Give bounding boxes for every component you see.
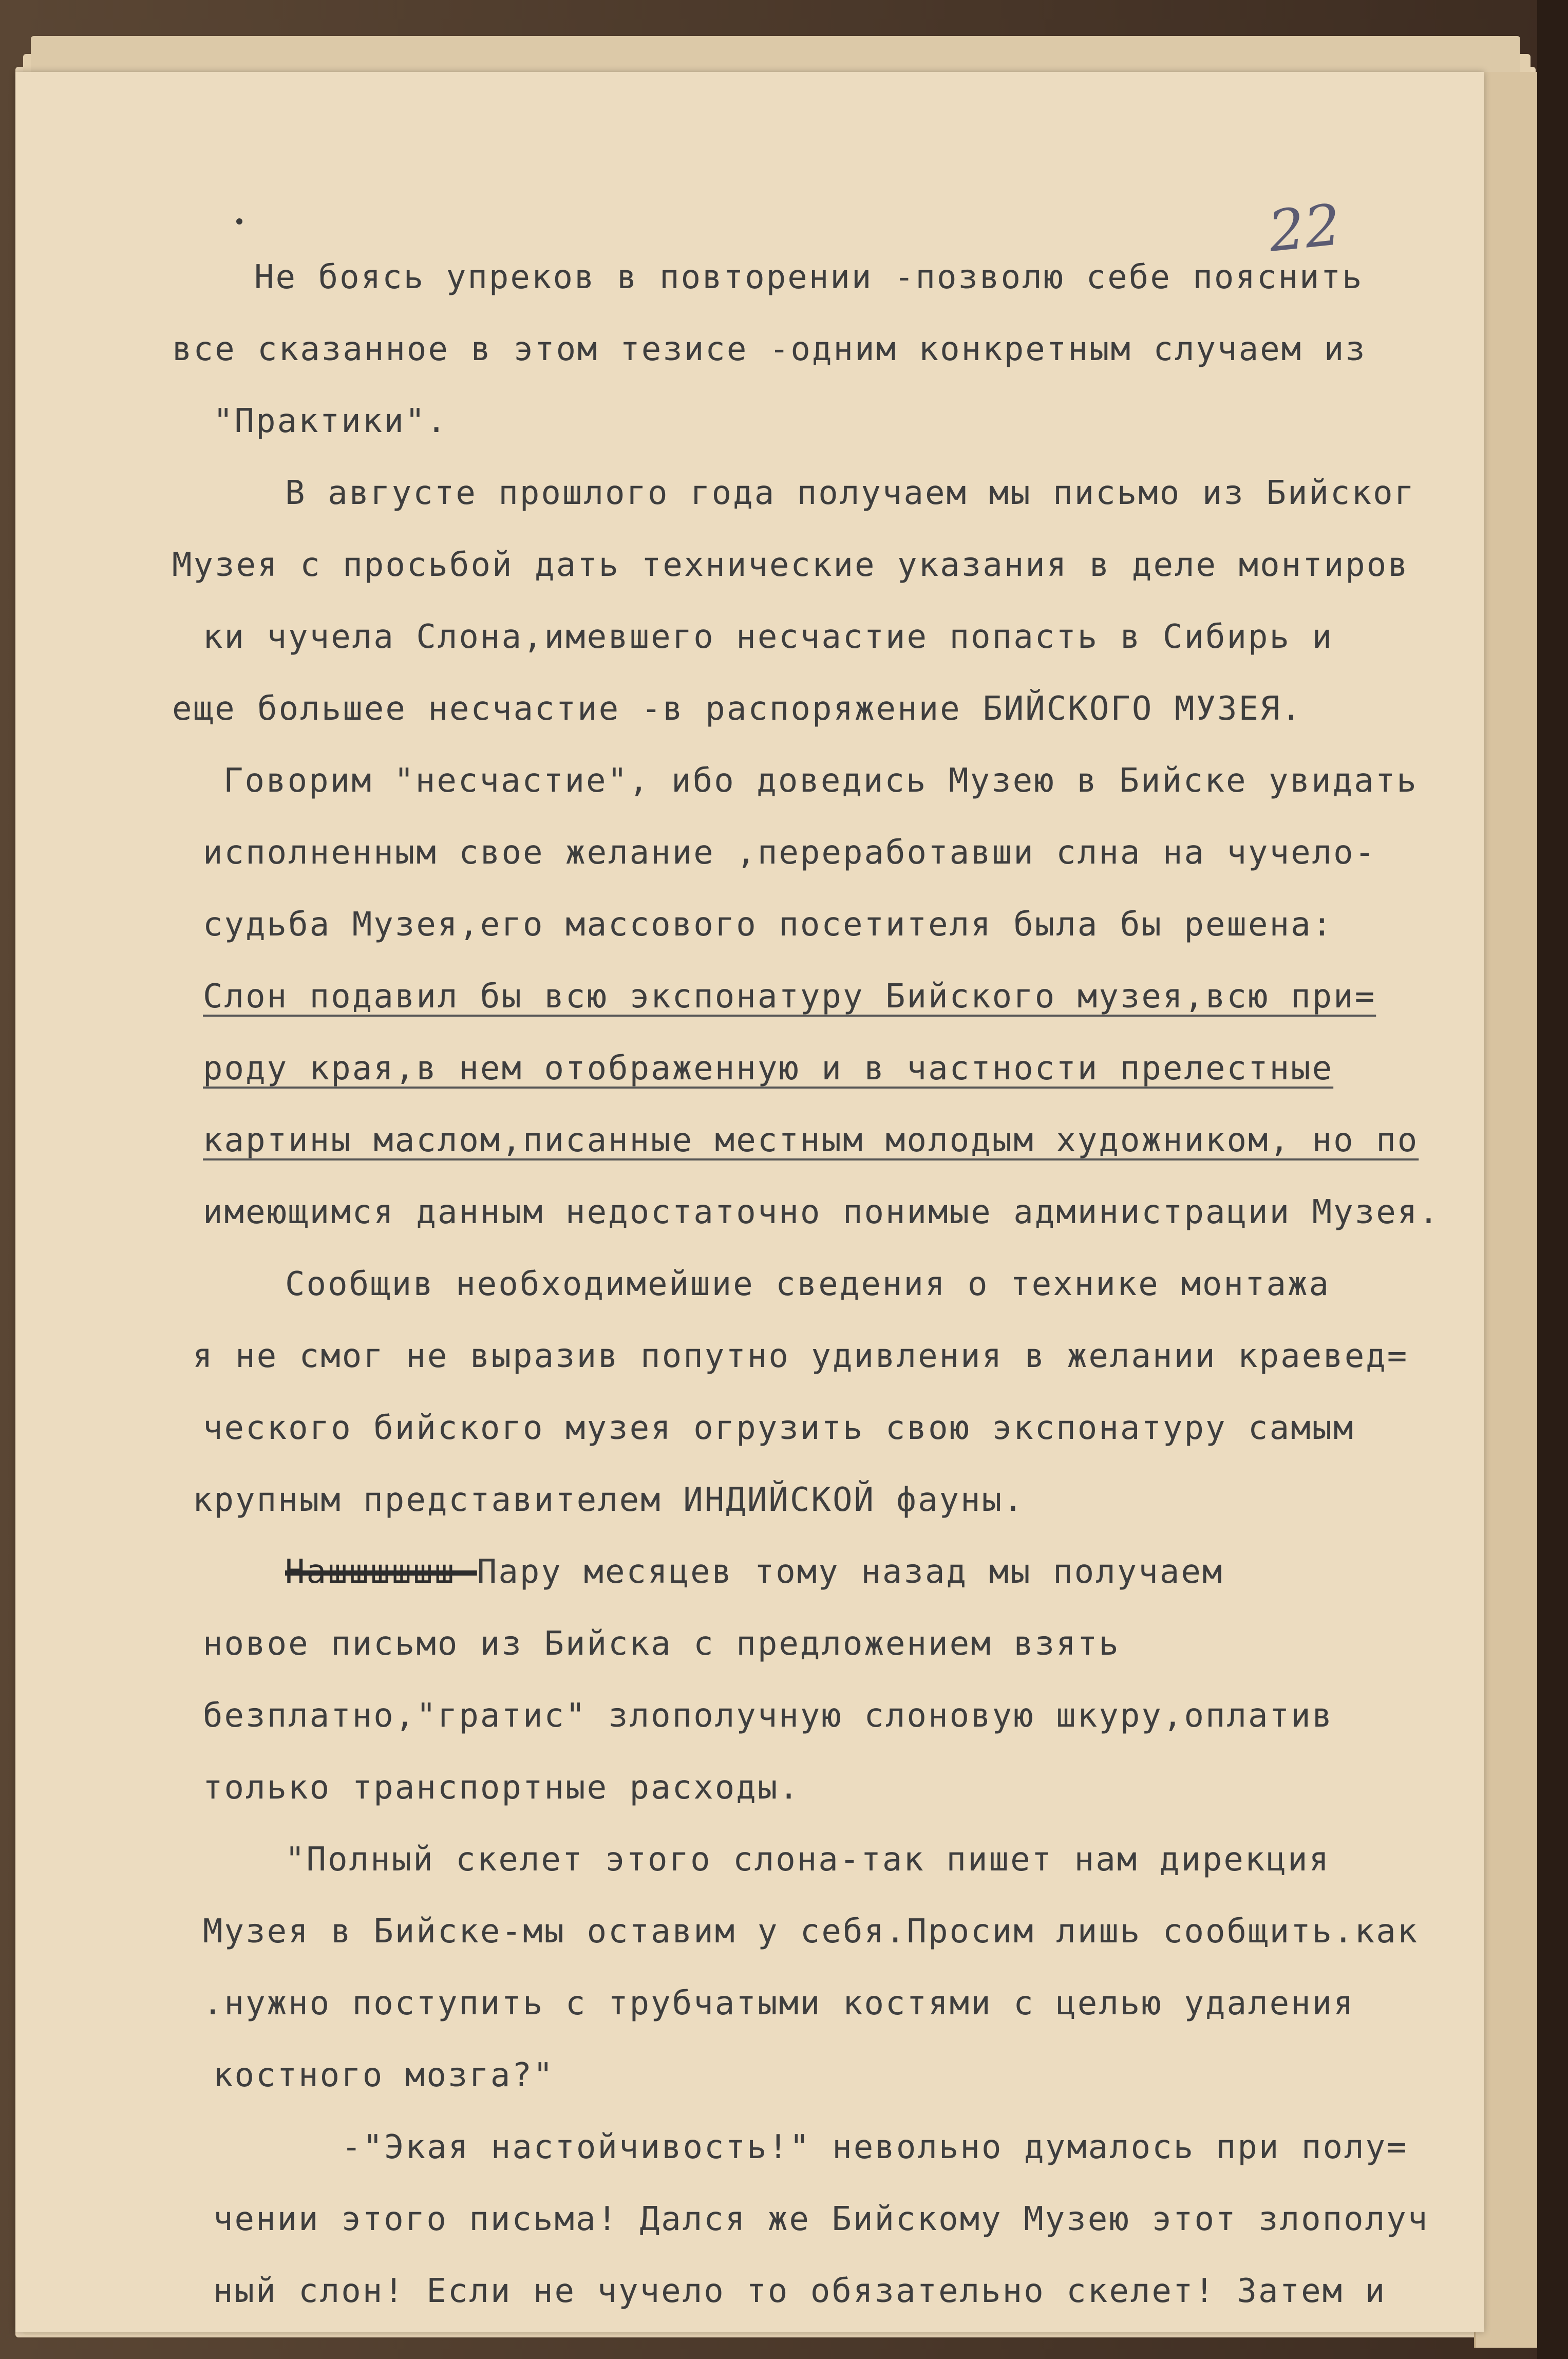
typed-line — [172, 1320, 1507, 1392]
typed-line-text: .нужно поступить с трубчатыми костями с целью удаления — [203, 1984, 1355, 2023]
struck-out-text: Нашшшшшш — [285, 1553, 477, 1591]
typed-line — [172, 1968, 1507, 2039]
typed-line — [172, 601, 1507, 673]
typed-line-text: я не смог не выразив попутно удивления в желании краевед= — [193, 1337, 1409, 1375]
typed-line — [172, 745, 1507, 817]
typed-line-text: все сказанное в этом тезисе -одним конкретным случаем из — [172, 330, 1367, 368]
typed-text-body — [172, 241, 1507, 2327]
typed-line — [172, 1824, 1507, 1896]
typed-line — [172, 1392, 1507, 1464]
typed-line-text: ный слон! Если не чучело то обязательно скелет! Затем и — [213, 2272, 1387, 2310]
folder-spine — [1537, 0, 1568, 2359]
typed-line — [172, 961, 1507, 1033]
typed-line-text: -"Экая настойчивость!" невольно думалось при полу= — [342, 2128, 1408, 2166]
typed-line — [172, 1464, 1507, 1536]
typed-line-text: Сообщив необходимейшие сведения о технике монтажа — [285, 1265, 1331, 1303]
typed-line — [172, 529, 1507, 601]
typed-line-text: Музея с просьбой дать технические указания в деле монтиров — [172, 546, 1409, 584]
typed-line — [172, 385, 1507, 457]
typed-line-text: ки чучела Слона,имевшего несчастие попасть в Сибирь и — [203, 618, 1334, 656]
typed-line — [172, 1104, 1507, 1176]
typed-line-text: Пару месяцев тому назад мы получаем — [477, 1553, 1224, 1591]
ink-dot — [236, 218, 242, 224]
typed-line — [172, 1176, 1507, 1248]
typed-line-text: судьба Музея,его массового посетителя была бы решена: — [203, 906, 1334, 944]
typed-line — [172, 1248, 1507, 1320]
typed-line-text: Музея в Бийске-мы оставим у себя.Просим лишь сообщить.как — [203, 1913, 1419, 1951]
typed-line — [172, 1536, 1507, 1608]
typed-line — [172, 1680, 1507, 1752]
typed-line — [172, 1752, 1507, 1824]
typed-line — [172, 1896, 1507, 1968]
typed-line-text: чении этого письма! Дался же Бийскому Музею этот злополуч — [213, 2200, 1429, 2238]
typed-line-text: новое письмо из Бийска с предложением взять — [203, 1625, 1120, 1663]
typed-line — [172, 889, 1507, 961]
typed-line-text: картины маслом,писанные местным молодым художником, но по — [203, 1121, 1419, 1159]
typed-line-text: роду края,в нем отображенную и в частности прелестные — [203, 1050, 1334, 1088]
typed-line-text: еще большее несчастие -в распоряжение БИЙСКОГО МУЗЕЯ. — [172, 690, 1303, 728]
typed-line — [172, 2183, 1507, 2255]
typed-line — [172, 2039, 1507, 2111]
typed-line — [172, 241, 1507, 313]
typed-line-text: крупным представителем ИНДИЙСКОЙ фауны. — [193, 1481, 1025, 1519]
typed-line-text: костного мозга?" — [213, 2056, 555, 2094]
typed-line — [172, 2255, 1507, 2327]
typed-line-text: имеющимся данным недостаточно понимые администрации Музея. — [203, 1193, 1440, 1231]
typed-line-text: Говорим "несчастие", ибо доведись Музею в Бийске увидать — [223, 762, 1418, 800]
handwritten-page-number: 22 — [1265, 192, 1344, 265]
typed-line — [172, 313, 1507, 385]
typed-line-text: исполненным свое желание ,переработавши слна на чучело- — [203, 834, 1376, 872]
typed-line-text: "Практики". — [213, 402, 448, 440]
typed-line — [172, 817, 1507, 889]
typed-line — [172, 1033, 1507, 1104]
typed-line-text: В августе прошлого года получаем мы письмо из Бийског — [285, 474, 1416, 512]
typed-line-text: ческого бийского музея огрузить свою экспонатуру самым — [203, 1409, 1355, 1447]
typed-line-text: Не боясь упреков в повторении -позволю себе пояснить — [254, 258, 1364, 296]
typed-line — [172, 1608, 1507, 1680]
typed-line-text: Слон подавил бы всю экспонатуру Бийского музея,всю при= — [203, 978, 1376, 1016]
typed-line — [172, 457, 1507, 529]
typewritten-page — [15, 72, 1484, 2332]
typed-line-text: только транспортные расходы. — [203, 1769, 800, 1807]
typed-line — [172, 673, 1507, 745]
typed-line — [172, 2111, 1507, 2183]
typed-line-text: безплатно,"гратис" злополучную слоновую шкуру,оплатив — [203, 1697, 1334, 1735]
typed-line-text: "Полный скелет этого слона-так пишет нам дирекция — [285, 1841, 1331, 1879]
